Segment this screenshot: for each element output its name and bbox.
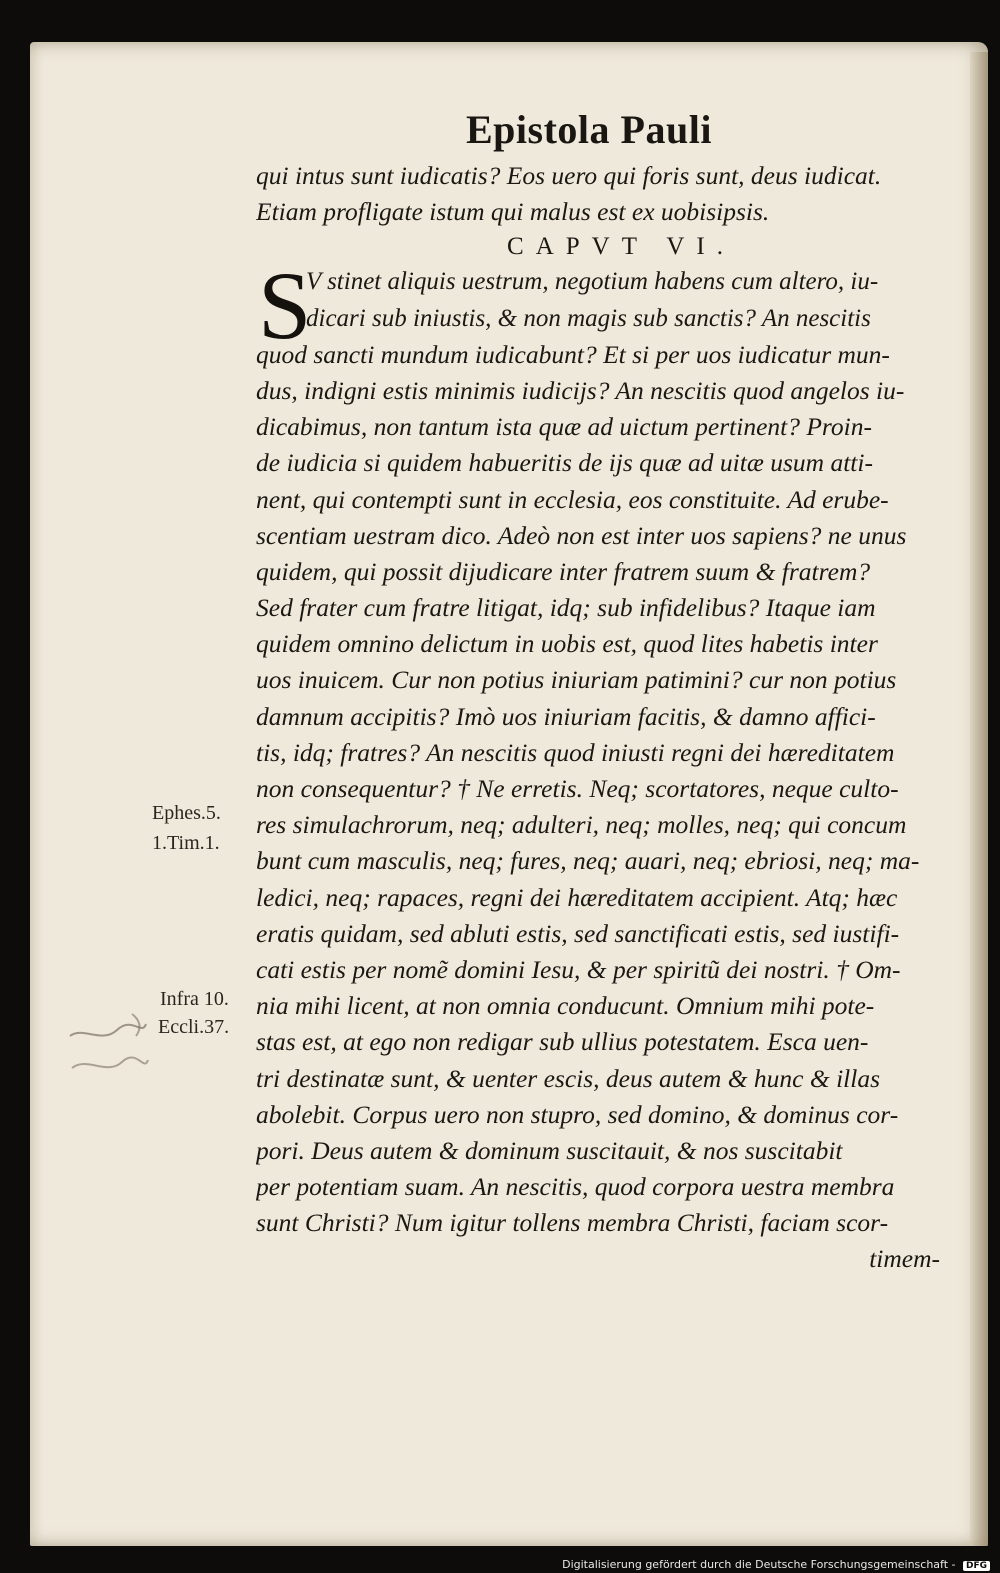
text-line: quod sancti mundum iudicabunt? Et si per uos iudicatur mun-: [256, 339, 890, 369]
catchword: timem-: [869, 1244, 940, 1274]
text-line: nia mihi licent, at non omnia conducunt. Omnium mihi pote-: [256, 991, 875, 1021]
page-gutter-shadow: [970, 52, 988, 1546]
digitization-credit-text: Digitalisierung gefördert durch die Deutsche Forschungsgemeinschaft -: [562, 1558, 956, 1571]
text-line: pori. Deus autem & dominum suscitauit, & nos suscitabit: [256, 1135, 843, 1165]
text-line: bunt cum masculis, neq; fures, neq; auari, neq; ebriosi, neq; ma-: [256, 846, 920, 876]
text-line: tis, idq; fratres? An nescitis quod iniusti regni dei hæreditatem: [256, 737, 895, 767]
text-line: dicabimus, non tantum ista quæ ad uictum pertinent? Proin-: [256, 412, 872, 442]
text-line: abolebit. Corpus uero non stupro, sed domino, & dominus cor-: [256, 1099, 899, 1129]
text-line: V stinet aliquis uestrum, negotium habens cum altero, iu-: [306, 268, 879, 296]
text-line: dicari sub iniustis, & non magis sub sanctis? An nescitis: [306, 304, 871, 332]
text-line: cati estis per nomẽ domini Iesu, & per spiritũ dei nostri. † Om-: [256, 954, 901, 984]
digitization-credit: [562, 1558, 990, 1571]
dfg-logo: DFG: [963, 1561, 990, 1571]
text-line: stas est, at ego non redigar sub ullius potestatem. Esca uen-: [256, 1027, 869, 1057]
text-line: eratis quidam, sed abluti estis, sed sanctificati estis, sed iustifi-: [256, 918, 900, 948]
text-line: tri destinatæ sunt, & uenter escis, deus autem & hunc & illas: [256, 1063, 881, 1093]
drop-cap-initial: S: [258, 252, 312, 360]
text-line: uos inuicem. Cur non potius iniuriam patimini? cur non potius: [256, 665, 897, 695]
text-line: dus, indigni estis minimis iudicijs? An nescitis quod angelos iu-: [256, 375, 905, 405]
text-line: nent, qui contempti sunt in ecclesia, eos constituite. Ad erube-: [256, 484, 889, 514]
text-line: scentiam uestram dico. Adeò non est inter uos sapiens? ne unus: [256, 520, 907, 550]
text-line: per potentiam suam. An nescitis, quod corpora uestra membra: [256, 1172, 895, 1202]
text-line: Sed frater cum fratre litigat, idq; sub infidelibus? Itaque iam: [256, 593, 876, 623]
text-line: non consequentur? † Ne erretis. Neq; scortatores, neque culto-: [256, 774, 899, 803]
text-line: ledici, neq; rapaces, regni dei hæreditatem accipient. Atq; hæc: [256, 882, 898, 912]
margin-note: Ephes.5.: [152, 802, 221, 824]
margin-note: 1.Tim.1.: [152, 832, 220, 854]
handwritten-annotation-mark: [62, 1006, 152, 1106]
text-line: qui intus sunt iudicatis? Eos uero qui foris sunt, deus iudicat.: [256, 161, 882, 190]
text-line: damnum accipitis? Imò uos iniuriam facitis, & damno affici-: [256, 701, 876, 731]
margin-note: Infra 10.: [160, 988, 229, 1010]
text-line: sunt Christi? Num igitur tollens membra Christi, faciam scor-: [256, 1208, 889, 1238]
main-text-block: [256, 158, 946, 1278]
chapter-body: [256, 252, 946, 1277]
running-title: Epistola Pauli: [466, 107, 712, 152]
text-line: Etiam profligate istum qui malus est ex uobisipsis.: [256, 197, 770, 227]
margin-note: Eccli.37.: [158, 1016, 230, 1038]
text-line: quidem omnino delictum in uobis est, quod lites habetis inter: [256, 629, 878, 659]
chapter-heading: CAPVT VI.: [507, 233, 735, 261]
text-line: de iudicia si quidem habueritis de ijs quæ ad uitæ usum atti-: [256, 448, 873, 478]
text-line: res simulachrorum, neq; adulteri, neq; molles, neq; qui concum: [256, 810, 907, 840]
text-line: quidem, qui possit dijudicare inter fratrem suum & fratrem?: [256, 556, 871, 586]
